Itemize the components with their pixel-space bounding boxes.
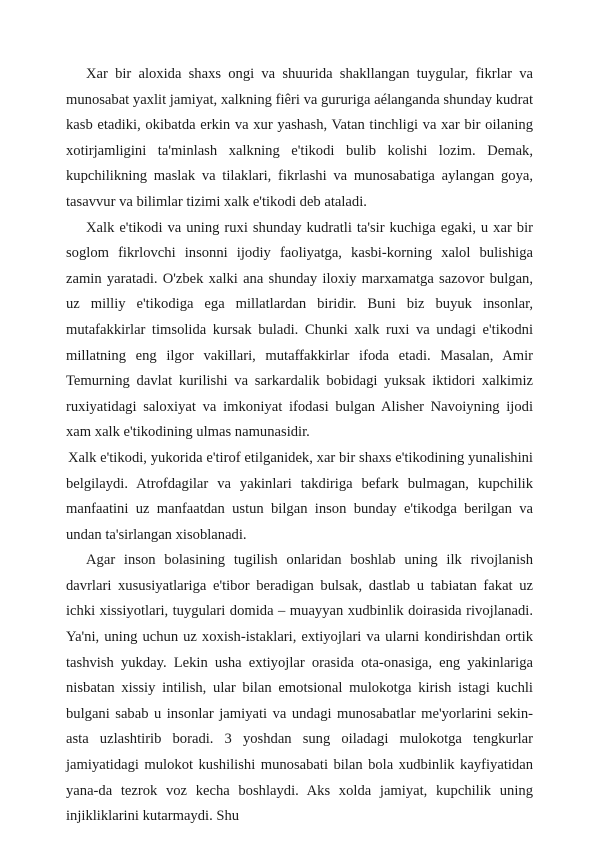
- document-page: [66, 62, 533, 830]
- paragraph-2: Xalk e'tikodi va uning ruxi shunday kudratli ta'sir kuchiga egaki, u xar bir soglom fikrlovchi insonni ijodiy faoliyatga, kasbi-korning xalol bulishiga zamin yaratadi. O'zbek xalki ana shunday iloxiy marxamatga sazovor bulgan, uz milliy e'tikodiga ega millatlardan biridir. Buni biz buyuk insonlar, mutafakkirlar timsolida kursak buladi. Chunki xalk ruxi va undagi e'tikodni millatning eng ilgor vakillari, mutaffakkirlar ifoda etadi. Masalan, Amir Temurning davlat kurilishi va sarkardalik bobidagi yuksak iktidori xalkimiz ruxiyatidagi saloxiyat va imkoniyat ifodasi bulgan Alisher Navoiyning ijodi xam xalk e'tikodining ulmas namunasidir.: [66, 219, 533, 441]
- paragraph-3: Xalk e'tikodi, yukorida e'tirof etilganidek, xar bir shaxs e'tikodining yunalishini belgilaydi. Atrofdagilar va yakinlari takdiriga befark bulmagan, kupchilik manfaatini uz manfaatdan ustun bilgan inson bunday e'tikodga berilgan va undan ta'sirlangan xisoblanadi.: [66, 449, 533, 543]
- paragraph-1: Xar bir aloxida shaxs ongi va shuurida shakllangan tuygular, fikrlar va munosabat yaxlit jamiyat, xalkning fiêri va gururiga aélanganda shunday kudrat kasb etadiki, okibatda erkin va xur yashash, Vatan tinchligi va xar bir oilaning xotirjamligini ta'minlash xalkning e'tikodi bulib kolishi lozim. Demak, kupchilikning maslak va tilaklari, fikrlashi va munosabatiga aylangan goya, tasavvur va bilimlar tizimi xalk e'tikodi deb ataladi.: [66, 66, 533, 210]
- paragraph-4: Agar inson bolasining tugilish onlaridan boshlab uning ilk rivojlanish davrlari xususiyatlariga e'tibor beradigan bulsak, dastlab u tabiatan fakat uz ichki xissiyotlari, tuygulari domida – muayyan xudbinlik doirasida rivojlanadi. Ya'ni, uning uchun uz xoxish-istaklari, extiyojlari va ularni kondirishdan ortik tashvish yukday. Lekin usha extiyojlar orasida ota-onasiga, eng yakinlariga nisbatan xissiy intilish, ular bilan emotsional mulokotga kirish istagi kuchli bulgani sabab u insonlar jamiyati va undagi munosabatlar me'yorlarini sekin-asta uzlashtirib boradi. 3 yoshdan sung oiladagi mulokotga tengkurlar jamiyatidagi mulokot kushilishi munosabati bilan bola xudbinlik kayfiyatidan yana-da tezrok voz kecha boshlaydi. Aks xolda jamiyat, kupchilik uning injikliklarini kutarmaydi. Shu: [66, 552, 533, 825]
